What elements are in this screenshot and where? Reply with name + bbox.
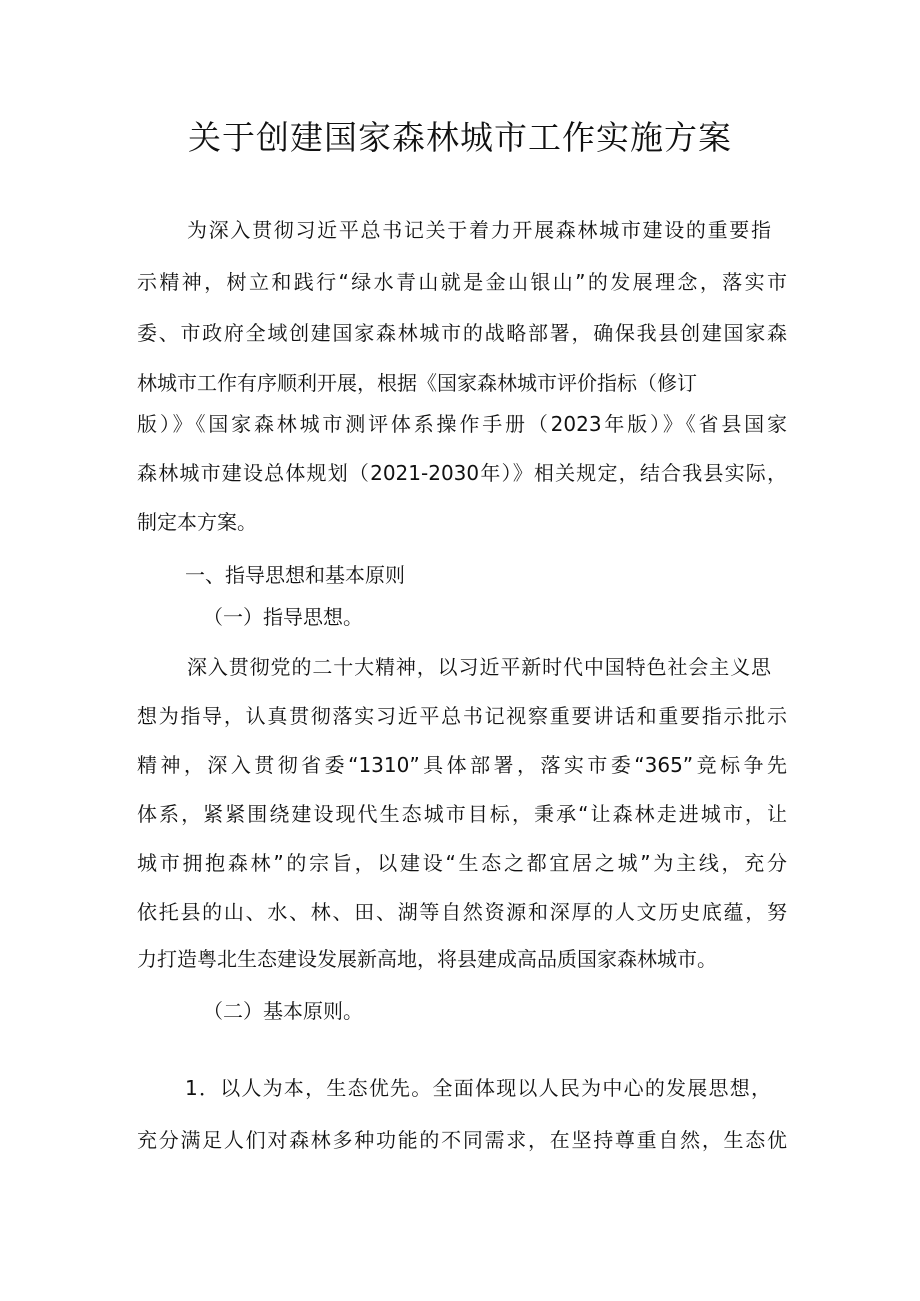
paragraph-line: 力打造粤北生态建设发展新高地，将县建成高品质国家森林城市。 [137,947,717,971]
section-heading: 一、指导思想和基本原则 [185,563,405,587]
subsection-heading: （一）指导思想。 [203,605,363,629]
paragraph-line: 城市拥抱森林”的宗旨，以建设“生态之都宜居之城”为主线，充分 [137,851,787,875]
paragraph-line: 示精神，树立和践行“绿水青山就是金山银山”的发展理念，落实市 [137,270,787,294]
paragraph-line: 充分满足人们对森林多种功能的不同需求，在坚持尊重自然，生态优 [137,1128,787,1152]
paragraph-line: 深入贯彻党的二十大精神，以习近平新时代中国特色社会主义思 [187,655,771,679]
paragraph-line: 森林城市建设总体规划（2021-2030年）》相关规定，结合我县实际， [137,461,787,485]
paragraph-line: 为深入贯彻习近平总书记关于着力开展森林城市建设的重要指 [187,218,771,242]
paragraph-line: 委、市政府全域创建国家森林城市的战略部署，确保我县创建国家森 [137,321,787,345]
paragraph-line: 想为指导，认真贯彻落实习近平总书记视察重要讲话和重要指示批示 [137,704,787,728]
paragraph-line: 制定本方案。 [137,510,257,534]
paragraph-line: 精神，深入贯彻省委“1310”具体部署，落实市委“365”竞标争先 [137,753,787,777]
paragraph-line: 1．以人为本，生态优先。全面体现以人民为中心的发展思想， [185,1076,771,1100]
paragraph-line: 版）》《国家森林城市测评体系操作手册（2023年版）》《省县国家 [137,412,787,436]
paragraph-line: 依托县的山、水、林、田、湖等自然资源和深厚的人文历史底蕴，努 [137,900,787,924]
subsection-heading: （二）基本原则。 [203,999,363,1023]
paragraph-line: 体系，紧紧围绕建设现代生态城市目标，秉承“让森林走进城市，让 [137,802,787,826]
paragraph-line: 林城市工作有序顺利开展，根据《国家森林城市评价指标（修订 [137,371,697,395]
document-title: 关于创建国家森林城市工作实施方案 [188,118,732,157]
